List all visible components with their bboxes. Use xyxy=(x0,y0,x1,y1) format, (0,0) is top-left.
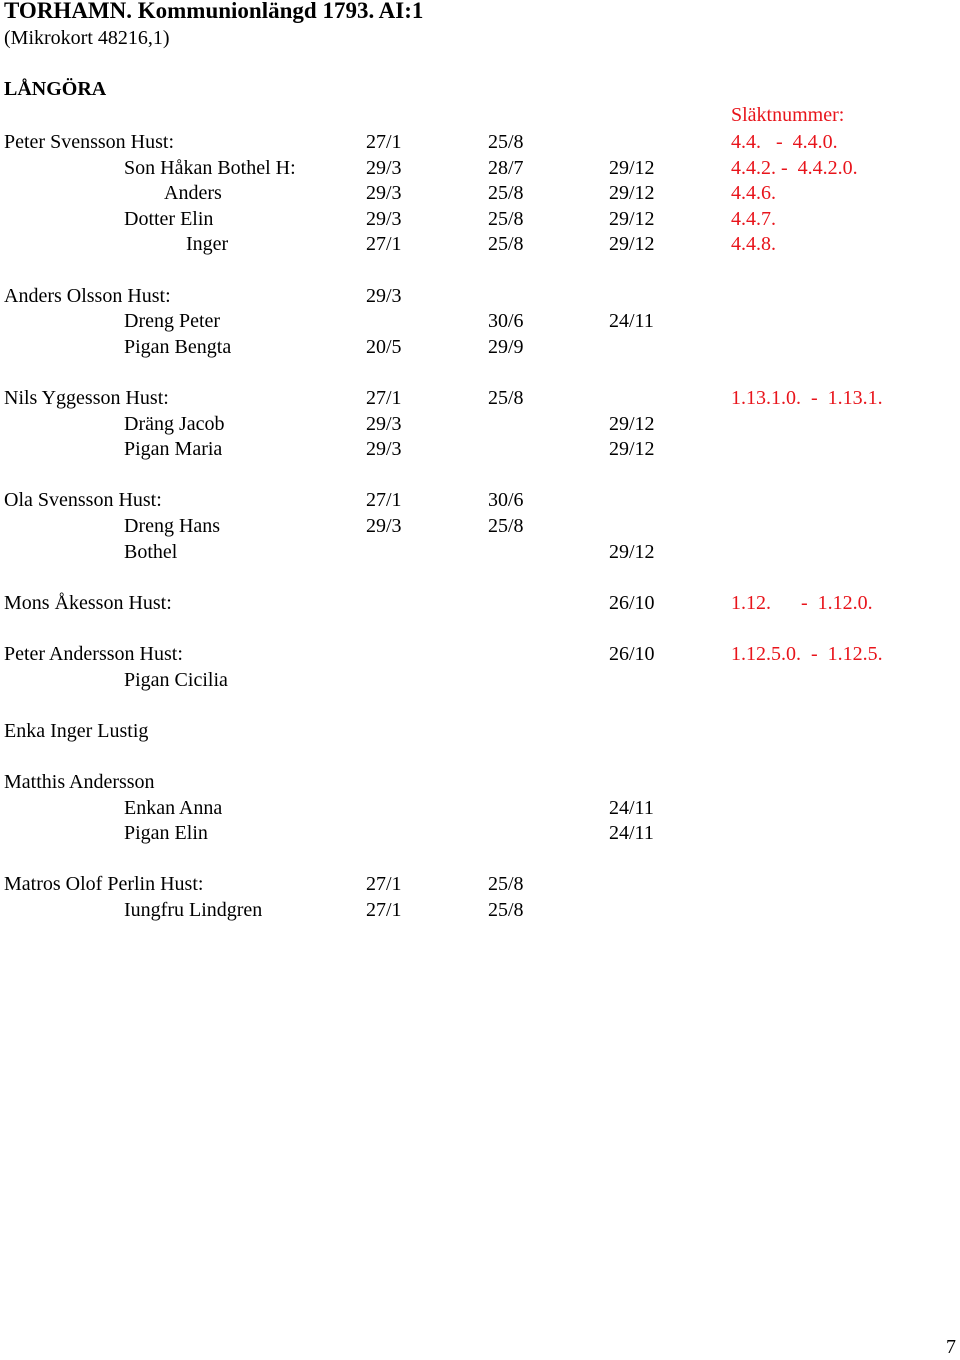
entry-name: Matthis Andersson xyxy=(4,771,155,793)
date-col-3: 29/12 xyxy=(609,182,655,205)
entry-name: Matros Olof Perlin Hust: xyxy=(4,873,204,896)
slaktnummer-ref: 1.13.1.0. - 1.13.1. xyxy=(731,387,883,409)
date-col-3: 29/12 xyxy=(609,156,655,179)
entry-row xyxy=(0,436,960,462)
entry-row xyxy=(0,590,960,616)
date-col-1: 27/1 xyxy=(366,873,402,896)
entry-row xyxy=(0,334,960,360)
date-col-3: 29/12 xyxy=(609,438,655,461)
entry-row xyxy=(0,411,960,437)
slaktnummer-ref: 1.12. - 1.12.0. xyxy=(731,591,873,614)
date-col-1: 27/1 xyxy=(366,489,402,512)
date-col-3: 26/10 xyxy=(609,643,655,665)
place-heading: LÅNGÖRA xyxy=(4,78,107,100)
entry-row xyxy=(0,180,960,206)
entry-name: Dreng Peter xyxy=(124,310,221,333)
entry-name: Nils Yggesson Hust: xyxy=(4,387,169,409)
slaktnummer-ref: 1.12.5.0. - 1.12.5. xyxy=(731,643,883,665)
slaktnummer-ref: 4.4.6. xyxy=(731,182,776,205)
date-col-1: 29/3 xyxy=(366,284,402,307)
document-title: TORHAMN. Kommunionlängd 1793. AI:1 xyxy=(4,0,424,23)
date-col-2: 25/8 xyxy=(488,899,524,921)
date-col-3: 29/12 xyxy=(609,207,655,230)
date-col-3: 24/11 xyxy=(609,822,654,845)
entry-name: Peter Svensson Hust: xyxy=(4,131,174,153)
date-col-2: 28/7 xyxy=(488,156,524,179)
date-col-2: 30/6 xyxy=(488,489,524,512)
entry-row xyxy=(0,487,960,513)
entry-name: Iungfru Lindgren xyxy=(124,899,263,921)
date-col-3: 29/12 xyxy=(609,412,655,435)
slaktnummer-ref: 4.4.8. xyxy=(731,233,776,256)
entry-row xyxy=(0,897,960,923)
entry-row xyxy=(0,539,960,565)
entry-row xyxy=(0,308,960,334)
entry-row xyxy=(0,820,960,846)
date-col-2: 25/8 xyxy=(488,515,524,537)
entry-row xyxy=(0,667,960,693)
entry-row xyxy=(0,769,960,795)
slaktnummer-ref: 4.4.7. xyxy=(731,207,776,230)
entry-name: Son Håkan Bothel H: xyxy=(124,156,296,179)
date-col-1: 27/1 xyxy=(366,233,402,256)
entry-name: Peter Andersson Hust: xyxy=(4,643,183,665)
entry-row xyxy=(0,129,960,155)
document-subtitle: (Mikrokort 48216,1) xyxy=(4,27,170,49)
date-col-2: 25/8 xyxy=(488,233,524,256)
date-col-2: 25/8 xyxy=(488,873,524,896)
date-col-2: 25/8 xyxy=(488,182,524,205)
date-col-1: 29/3 xyxy=(366,156,402,179)
date-col-1: 29/3 xyxy=(366,438,402,461)
entry-name: Pigan Maria xyxy=(124,438,223,461)
entry-name: Pigan Bengta xyxy=(124,335,232,358)
entry-row xyxy=(0,718,960,744)
entry-name: Pigan Cicilia xyxy=(124,668,228,691)
date-col-2: 25/8 xyxy=(488,207,524,230)
entry-name: Ola Svensson Hust: xyxy=(4,489,162,512)
date-col-3: 29/12 xyxy=(609,540,655,563)
entry-name: Pigan Elin xyxy=(124,822,208,845)
entry-name: Bothel xyxy=(124,540,178,563)
slaktnummer-ref: 4.4.2. - 4.4.2.0. xyxy=(731,156,858,179)
entry-name: Dreng Hans xyxy=(124,515,221,537)
entry-row xyxy=(0,283,960,309)
slaktnummer-header: Släktnummer: xyxy=(731,104,845,126)
entry-row xyxy=(0,155,960,181)
entry-name: Enka Inger Lustig xyxy=(4,719,149,742)
entry-row xyxy=(0,513,960,539)
entry-name: Enkan Anna xyxy=(124,796,223,819)
entry-name: Dräng Jacob xyxy=(124,412,225,435)
date-col-2: 25/8 xyxy=(488,131,524,153)
date-col-2: 29/9 xyxy=(488,335,524,358)
entry-row xyxy=(0,385,960,411)
date-col-3: 24/11 xyxy=(609,796,654,819)
entry-name: Mons Åkesson Hust: xyxy=(4,591,172,614)
date-col-3: 29/12 xyxy=(609,233,655,256)
date-col-1: 29/3 xyxy=(366,182,402,205)
date-col-2: 25/8 xyxy=(488,387,524,409)
entry-row xyxy=(0,206,960,232)
slaktnummer-ref: 4.4. - 4.4.0. xyxy=(731,131,838,153)
date-col-1: 27/1 xyxy=(366,131,402,153)
entry-name: Inger xyxy=(186,233,229,256)
page-number: 7 xyxy=(946,1336,956,1358)
entry-row xyxy=(0,641,960,667)
entry-name: Dotter Elin xyxy=(124,207,214,230)
date-col-1: 27/1 xyxy=(366,387,402,409)
date-col-3: 24/11 xyxy=(609,310,654,333)
date-col-1: 29/3 xyxy=(366,412,402,435)
date-col-1: 20/5 xyxy=(366,335,402,358)
date-col-1: 27/1 xyxy=(366,899,402,921)
date-col-3: 26/10 xyxy=(609,591,655,614)
entry-row xyxy=(0,231,960,257)
date-col-1: 29/3 xyxy=(366,207,402,230)
entry-name: Anders Olsson Hust: xyxy=(4,284,171,307)
entry-row xyxy=(0,871,960,897)
date-col-1: 29/3 xyxy=(366,515,402,537)
entry-name: Anders xyxy=(164,182,222,205)
entry-row xyxy=(0,795,960,821)
date-col-2: 30/6 xyxy=(488,310,524,333)
